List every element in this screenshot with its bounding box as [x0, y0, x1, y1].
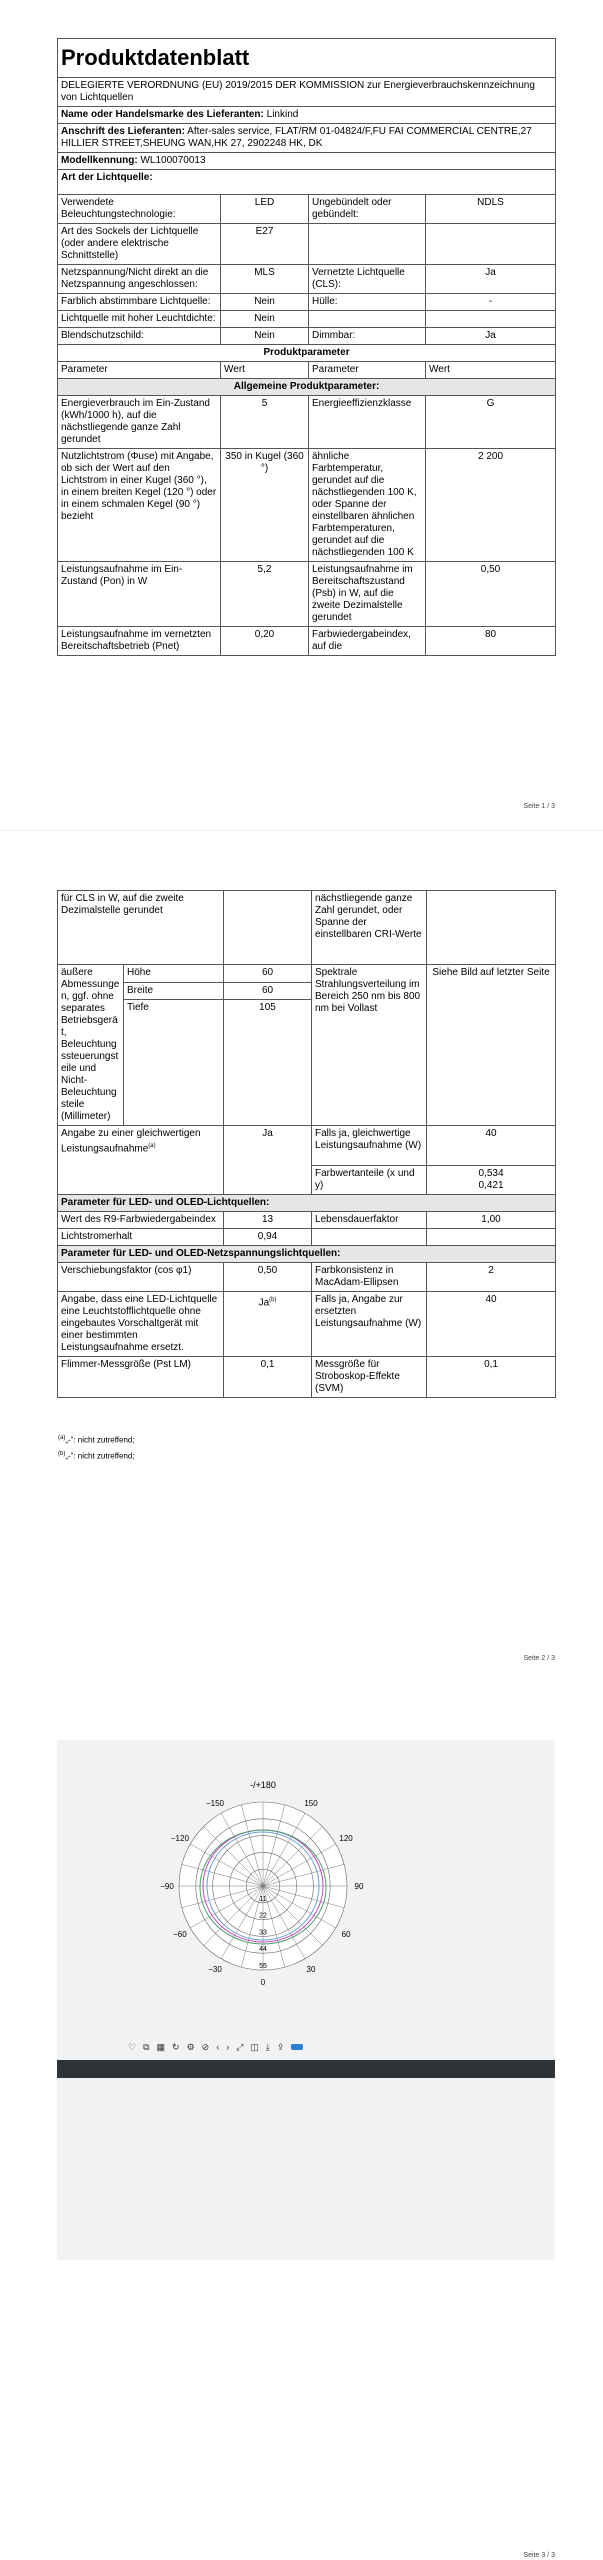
param-label: Nutzlichtstrom (Φuse) mit Angabe, ob sich der Wert auf den Lichtstrom in einer Kugel (360 °), in einem breiten Kegel (120 °) oder in einem schmalen Kegel (90 °) bezieht — [58, 449, 221, 562]
cell-label: Dimmbar: — [309, 328, 426, 345]
param-label: Leistungsaufnahme im Ein-Zustand (Pon) in W — [58, 562, 221, 627]
mains-params-header: Parameter für LED- und OLED-Netzspannungslichtquellen: — [58, 1246, 556, 1263]
share-icon[interactable]: ⇪ — [276, 2041, 285, 2052]
cell-value: Nein — [221, 328, 309, 345]
chroma-label: Farbwertanteile (x und y) — [312, 1166, 427, 1195]
polar-angle-label: −30 — [208, 1965, 222, 1975]
page-3 — [0, 1740, 603, 2560]
param-value: 5 — [221, 396, 309, 449]
cell-value: Ja — [426, 328, 556, 345]
toolbar-bar — [57, 2060, 555, 2078]
grid-icon[interactable]: ▦ — [156, 2041, 166, 2052]
empty-cell — [427, 1229, 556, 1246]
col-header-value: Wert — [221, 362, 309, 379]
param-label: ähnliche Farbtemperatur, gerundet auf die nächstliegenden 100 K, oder Spanne der einstellbaren ähnlichen Farbtemperaturen, gerundet auf die nächstliegenden 100 K — [309, 449, 426, 562]
general-params-header: Allgemeine Produktparameter: — [58, 379, 556, 396]
cell-value: NDLS — [426, 195, 556, 224]
polar-angle-label: 30 — [306, 1965, 316, 1975]
viewer-toolbar — [128, 2040, 368, 2054]
shift-label: Verschiebungsfaktor (cos φ1) — [58, 1263, 224, 1292]
consist-label: Farbkonsistenz in MacAdam-Ellipsen — [312, 1263, 427, 1292]
r9-label: Wert des R9-Farbwiedergabeindex — [58, 1212, 224, 1229]
dim-value: 60 — [224, 965, 312, 983]
polar-label-top: -/+180 — [250, 1780, 276, 1790]
col-header-value: Wert — [426, 362, 556, 379]
polar-angle-label: 120 — [339, 1834, 353, 1843]
equiv-w-value: 40 — [427, 1126, 556, 1166]
dim-name: Höhe — [124, 965, 224, 983]
cell-value — [426, 224, 556, 265]
cell-value: Ja — [426, 265, 556, 294]
cell-value: MLS — [221, 265, 309, 294]
dim-value: 105 — [224, 1000, 312, 1126]
supplier-name-row: Name oder Handelsmarke des Lieferanten: Linkind — [58, 107, 556, 124]
param-value: 80 — [426, 627, 556, 656]
polar-angle-label: 90 — [354, 1882, 364, 1891]
strobo-value: 0,1 — [427, 1357, 556, 1398]
product-sheet-table-continued — [57, 890, 556, 1398]
col-header-param: Parameter — [309, 362, 426, 379]
claim-value: Ja$^{(b)}$ — [224, 1292, 312, 1357]
param-value: G — [426, 396, 556, 449]
led-params-header: Parameter für LED- und OLED-Lichtquellen: — [58, 1195, 556, 1212]
polar-angle-label: 60 — [341, 1930, 351, 1939]
copy-icon[interactable]: ⧉ — [143, 2041, 150, 2052]
polar-angle-label: 150 — [304, 1798, 318, 1808]
page-1 — [0, 0, 603, 820]
cell-label — [309, 224, 426, 265]
more-button[interactable] — [291, 2044, 303, 2050]
empty-cell — [312, 1229, 427, 1246]
link-icon[interactable]: ⊘ — [201, 2041, 210, 2052]
polar-angle-label: −90 — [160, 1882, 174, 1891]
polar-angle-label: −120 — [170, 1834, 189, 1843]
cell-value: LED — [221, 195, 309, 224]
settings-icon[interactable]: ⚙ — [186, 2041, 195, 2052]
page-number: Seite 3 / 3 — [523, 2552, 555, 2559]
param-label: Farbwiedergabeindex, auf die — [309, 627, 426, 656]
dim-name: Breite — [124, 982, 224, 1000]
flicker-label: Flimmer-Messgröße (Pst LM) — [58, 1357, 224, 1398]
cell-label: Vernetzte Lichtquelle (CLS): — [309, 265, 426, 294]
cell-label: Hülle: — [309, 294, 426, 311]
cell-value — [427, 891, 556, 965]
cell-label: Netzspannung/Nicht direkt an die Netzspannung angeschlossen: — [58, 265, 221, 294]
expand-icon[interactable]: ⤢ — [236, 2041, 244, 2052]
col-header-param: Parameter — [58, 362, 221, 379]
heart-icon[interactable]: ♡ — [128, 2041, 137, 2052]
download-icon[interactable]: ⤓ — [265, 2041, 270, 2052]
cell-label: Verwendete Beleuchtungstechnologie: — [58, 195, 221, 224]
polar-angle-label: −150 — [205, 1798, 225, 1808]
lumen-value: 0,94 — [224, 1229, 312, 1246]
model-row: Modellkennung: WL100070013 — [58, 153, 556, 170]
param-value: 350 in Kugel (360 °) — [221, 449, 309, 562]
polar-radial-label: 55 — [259, 1963, 267, 1970]
param-value: 5,2 — [221, 562, 309, 627]
cell-label: Ungebündelt oder gebündelt: — [309, 195, 426, 224]
product-params-header: Produktparameter — [58, 345, 556, 362]
claim-label: Angabe, dass eine LED-Lichtquelle eine Leuchtstofflichtquelle ohne eingebautes Vorschaltgerät mit einer bestimmten Leistungsaufnahme ersetzt. — [58, 1292, 224, 1357]
equiv-value: Ja — [224, 1126, 312, 1195]
product-sheet-table — [57, 38, 556, 656]
param-value: 0,50 — [426, 562, 556, 627]
r9-value: 13 — [224, 1212, 312, 1229]
cell-value: Nein — [221, 311, 309, 328]
flicker-value: 0,1 — [224, 1357, 312, 1398]
supplier-address-row: Anschrift des Lieferanten: After-sales service, FLAT/RM 01-04824/F,FU FAI COMMERCIAL CENTRE,27 HILLIER STREET,SHEUNG WAN,HK 27, 2902248 HK, DK — [58, 124, 556, 153]
strobo-label: Messgröße für Stroboskop-Effekte (SVM) — [312, 1357, 427, 1398]
equiv-w-label: Falls ja, gleichwertige Leistungsaufnahme (W) — [312, 1126, 427, 1166]
page-2 — [0, 860, 603, 1660]
spectral-value: Siehe Bild auf letzter Seite — [427, 965, 556, 1126]
param-label: Leistungsaufnahme im vernetzten Bereitschaftsbetrieb (Pnet) — [58, 627, 221, 656]
polar-radial-label: 11 — [259, 1895, 267, 1903]
page-number: Seite 2 / 3 — [523, 1655, 555, 1662]
light-distribution-polar-chart — [148, 1780, 378, 2002]
back-icon[interactable]: ‹ — [216, 2042, 220, 2052]
cell-value: - — [426, 294, 556, 311]
cell-label: nächstliegende ganze Zahl gerundet, oder Spanne der einstellbaren CRI-Werte — [312, 891, 427, 965]
polar-angle-label: −60 — [173, 1930, 187, 1939]
life-label: Lebensdauerfaktor — [312, 1212, 427, 1229]
dims-label: äußere Abmessungen, ggf. ohne separates Betriebsgerät, Beleuchtungssteuerungsteile und Nicht-Beleuchtungsteile (Millimeter) — [58, 965, 124, 1126]
consist-value: 2 — [427, 1263, 556, 1292]
claim-w-label: Falls ja, Angabe zur ersetzten Leistungsaufnahme (W) — [312, 1292, 427, 1357]
param-value: 0,20 — [221, 627, 309, 656]
polar-radial-label: 33 — [259, 1929, 267, 1937]
cell-label: Farblich abstimmbare Lichtquelle: — [58, 294, 221, 311]
footnote-b: $^{(b)}$„-“: nicht zutreffend; — [58, 1451, 135, 1461]
cell-value — [224, 891, 312, 965]
param-value: 2 200 — [426, 449, 556, 562]
dim-value: 60 — [224, 982, 312, 1000]
comment-icon[interactable]: ◫ — [250, 2041, 259, 2052]
regulation-text: DELEGIERTE VERORDNUNG (EU) 2019/2015 DER KOMMISSION zur Energieverbrauchskennzeichnung von Lichtquellen — [58, 78, 556, 107]
claim-w-value: 40 — [427, 1292, 556, 1357]
cell-label: Lichtquelle mit hoher Leuchtdichte: — [58, 311, 221, 328]
shift-value: 0,50 — [224, 1263, 312, 1292]
light-type-header: Art der Lichtquelle: — [58, 170, 556, 195]
forward-icon[interactable]: › — [226, 2042, 230, 2052]
polar-angle-label: 0 — [260, 1978, 266, 1987]
polar-radial-label: 22 — [259, 1912, 267, 1920]
life-value: 1,00 — [427, 1212, 556, 1229]
polar-radial-label: 44 — [259, 1946, 267, 1954]
refresh-icon[interactable]: ↻ — [172, 2041, 180, 2052]
dim-name: Tiefe — [124, 1000, 224, 1126]
polar-grid — [179, 1802, 347, 1970]
cell-value: Nein — [221, 294, 309, 311]
footnote-a: $^{(a)}$„-“: nicht zutreffend; — [58, 1435, 135, 1445]
equiv-label: Angabe zu einer gleichwertigen Leistungsaufnahme$^{(a)}$ — [58, 1126, 224, 1195]
cell-value — [426, 311, 556, 328]
lumen-label: Lichtstromerhalt — [58, 1229, 224, 1246]
cell-label — [309, 311, 426, 328]
cell-label: Art des Sockels der Lichtquelle (oder andere elektrische Schnittstelle) — [58, 224, 221, 265]
cell-value: E27 — [221, 224, 309, 265]
cell-label: Blendschutzschild: — [58, 328, 221, 345]
param-label: Energieeffizienzklasse — [309, 396, 426, 449]
page-separator — [0, 830, 603, 831]
cell-label: für CLS in W, auf die zweite Dezimalstelle gerundet — [58, 891, 224, 965]
page-number: Seite 1 / 3 — [523, 803, 555, 810]
param-label: Leistungsaufnahme im Bereitschaftszustand (Psb) in W, auf die zweite Dezimalstelle gerundet — [309, 562, 426, 627]
page-title: Produktdatenblatt — [58, 39, 556, 78]
chroma-value: 0,534 0,421 — [427, 1166, 556, 1195]
param-label: Energieverbrauch im Ein-Zustand (kWh/1000 h), auf die nächstliegende ganze Zahl gerundet — [58, 396, 221, 449]
spectral-label: Spektrale Strahlungsverteilung im Bereich 250 nm bis 800 nm bei Vollast — [312, 965, 427, 1126]
